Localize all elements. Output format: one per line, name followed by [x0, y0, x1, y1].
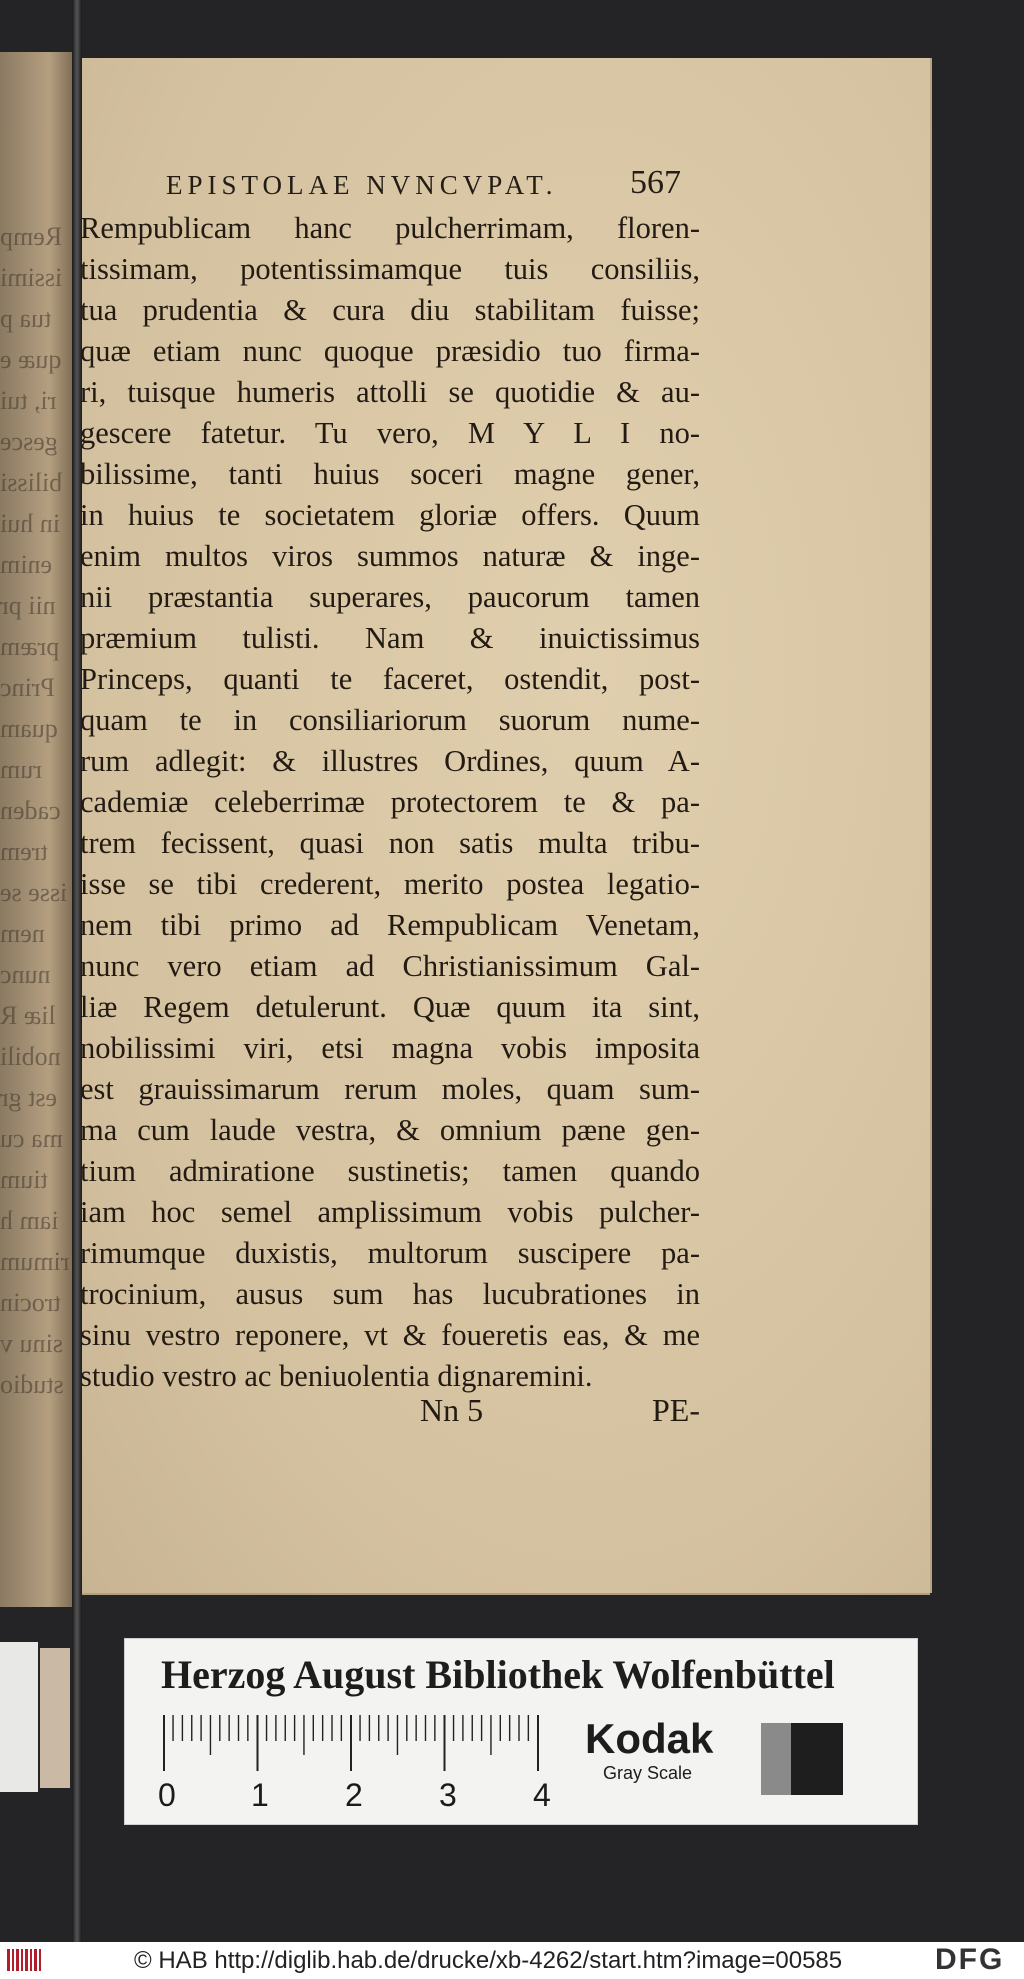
text-line: ma cum laude vestra, & omnium pæne gen- — [80, 1113, 700, 1147]
dfg-logo: DFG — [935, 1943, 1005, 1976]
ruler-tick — [331, 1715, 332, 1741]
ruler-tick — [182, 1715, 183, 1741]
bleed-fragment: in hui — [0, 509, 60, 538]
ruler-tick — [359, 1715, 360, 1741]
ruler-tick — [266, 1715, 267, 1741]
bleed-fragment: nunc — [0, 960, 51, 989]
ruler-tick — [350, 1715, 352, 1771]
text-line: in huius te societatem gloriæ offers. Quum — [80, 498, 700, 532]
bleed-fragment: trocin — [0, 1288, 61, 1317]
ruler-tick — [322, 1715, 323, 1741]
bleed-fragment: enim — [0, 550, 52, 579]
running-head: EPISTOLAE NVNCVPAT. — [166, 170, 558, 200]
ruler-tick — [247, 1715, 248, 1741]
bleed-fragment: tium — [0, 1165, 48, 1194]
ruler-tick — [275, 1715, 276, 1741]
bleed-fragment: caden — [0, 796, 61, 825]
ruler-tick — [415, 1715, 416, 1741]
bleed-fragment: quam — [0, 714, 58, 743]
text-line: præmium tulisti. Nam & inuictissimus — [80, 621, 700, 655]
ruler-label-1: 1 — [251, 1777, 269, 1813]
text-line: isse se tibi crederent, merito postea legatio- — [80, 867, 700, 901]
color-card-edge-2 — [40, 1648, 70, 1788]
bleed-fragment: isse se — [0, 878, 68, 907]
gray-patch-dark — [791, 1723, 843, 1795]
bleed-fragment: trem — [0, 837, 48, 866]
bleed-fragment: rum — [0, 755, 42, 784]
ruler-tick — [537, 1715, 539, 1771]
bleed-fragment: quæ e — [0, 345, 62, 374]
gray-scale-label: Gray Scale — [603, 1763, 693, 1783]
ruler-label-4: 4 — [533, 1777, 551, 1813]
bleed-fragment: rimum — [0, 1247, 70, 1276]
body-text — [80, 208, 700, 1397]
ruler-tick — [163, 1715, 165, 1771]
ruler-tick — [238, 1715, 239, 1741]
bleed-fragment: gesce — [0, 427, 58, 456]
ruler-tick — [228, 1715, 229, 1741]
ruler-tick — [509, 1715, 510, 1741]
ruler-label-2: 2 — [345, 1777, 363, 1813]
ruler-tick — [172, 1715, 173, 1741]
text-line: nobilissimi viri, etsi magna vobis imposita — [80, 1031, 700, 1065]
bleed-fragment: nii pr — [0, 591, 56, 620]
ruler-tick — [191, 1715, 192, 1741]
ruler-label-0: 0 — [158, 1777, 176, 1813]
text-line: studio vestro ac beniuolentia dignaremini. — [80, 1359, 593, 1393]
ruler-tick — [303, 1715, 304, 1755]
text-line: sinu vestro reponere, vt & foueretis eas, & me — [80, 1318, 700, 1352]
text-line: trocinium, ausus sum has lucubrationes in — [80, 1277, 700, 1311]
ruler — [161, 1715, 581, 1775]
text-line: liæ Regem detulerunt. Quæ quum ita sint, — [80, 990, 700, 1024]
bleed-fragment: Princ — [0, 673, 55, 702]
bleed-fragment: est gr — [0, 1083, 58, 1112]
bleed-fragment: nem — [0, 919, 45, 948]
text-line: quæ etiam nunc quoque præsidio tuo firma- — [80, 334, 700, 368]
bleed-fragment: studio — [0, 1370, 64, 1399]
bleed-fragment: sinu v — [0, 1329, 63, 1358]
text-line: iam hoc semel amplissimum vobis pulcher- — [80, 1195, 700, 1229]
ruler-tick — [313, 1715, 314, 1741]
text-line: tissimam, potentissimamque tuis consiliis, — [80, 252, 700, 286]
text-line: cademiæ celeberrimæ protectorem te & pa- — [80, 785, 700, 819]
bleed-fragment: liæ R — [0, 1001, 56, 1030]
text-line: est grauissimarum rerum moles, quam sum- — [80, 1072, 700, 1106]
footer-bar — [0, 1942, 1024, 1979]
text-line: gescere fatetur. Tu vero, M Y L I no- — [80, 416, 700, 450]
ruler-tick — [387, 1715, 388, 1741]
ruler-tick — [481, 1715, 482, 1741]
library-name: Herzog August Bibliothek Wolfenbüttel — [161, 1652, 835, 1697]
text-line: tium admiratione sustinetis; tamen quando — [80, 1154, 700, 1188]
text-line: rum adlegit: & illustres Ordines, quum A- — [80, 744, 700, 778]
bleed-fragment: præm — [0, 632, 60, 661]
text-line: nii præstantia superares, paucorum tamen — [80, 580, 700, 614]
ruler-tick — [406, 1715, 407, 1741]
bleed-fragment: tua p — [0, 304, 52, 333]
text-line: nem tibi primo ad Rempublicam Venetam, — [80, 908, 700, 942]
ruler-tick — [397, 1715, 398, 1755]
ruler-tick — [472, 1715, 473, 1741]
ruler-tick — [490, 1715, 491, 1755]
ruler-tick — [294, 1715, 295, 1741]
ruler-tick — [219, 1715, 220, 1741]
ruler-tick — [285, 1715, 286, 1741]
bleed-fragment: Remp — [0, 222, 63, 251]
text-line: tua prudentia & cura diu stabilitam fuisse; — [80, 293, 700, 327]
ruler-tick — [341, 1715, 342, 1741]
signature-mark: Nn 5 — [420, 1392, 484, 1428]
text-line: ri, tuisque humeris attolli se quotidie & au- — [80, 375, 700, 409]
hab-logo-icon — [6, 1946, 46, 1974]
text-line: Princeps, quanti te faceret, ostendit, post- — [80, 662, 700, 696]
color-card-edge — [0, 1642, 38, 1792]
ruler-tick — [200, 1715, 201, 1741]
ruler-tick — [210, 1715, 211, 1755]
scale-card — [124, 1638, 918, 1825]
catchword: PE- — [652, 1392, 700, 1428]
ruler-tick — [425, 1715, 426, 1741]
text-line: nunc vero etiam ad Christianissimum Gal- — [80, 949, 700, 983]
kodak-logo: Kodak — [585, 1715, 714, 1762]
text-line: rimumque duxistis, multorum suscipere pa- — [80, 1236, 700, 1270]
gray-patch-mid — [761, 1723, 791, 1795]
ruler-tick — [378, 1715, 379, 1741]
ruler-tick — [518, 1715, 519, 1741]
ruler-tick — [434, 1715, 435, 1741]
page-number: 567 — [630, 164, 681, 201]
bleed-fragment: nobili — [0, 1042, 61, 1071]
ruler-tick — [528, 1715, 529, 1741]
bleed-fragment: ri, tui — [0, 386, 57, 415]
ruler-tick — [462, 1715, 463, 1741]
bleed-fragment: iam h — [0, 1206, 59, 1235]
ruler-tick — [453, 1715, 454, 1741]
ruler-tick — [257, 1715, 259, 1771]
text-line: Rempublicam hanc pulcherrimam, floren- — [80, 211, 700, 245]
text-line: quam te in consiliariorum suorum nume- — [80, 703, 700, 737]
footer-credit-link[interactable]: © HAB http://diglib.hab.de/drucke/xb-4262/start.htm?image=00585 — [134, 1947, 843, 1974]
ruler-label-3: 3 — [439, 1777, 457, 1813]
ruler-tick — [369, 1715, 370, 1741]
text-line: enim multos viros summos naturæ & inge- — [80, 539, 700, 573]
bleed-fragment: bilissi — [0, 468, 63, 497]
bleed-fragment: ma cu — [0, 1124, 63, 1153]
text-line: trem fecissent, quasi non satis multa tribu- — [80, 826, 700, 860]
text-line: bilissime, tanti huius soceri magne gener, — [80, 457, 700, 491]
ruler-tick — [500, 1715, 501, 1741]
bleed-fragment: issimi — [0, 263, 63, 292]
ruler-tick — [444, 1715, 446, 1771]
